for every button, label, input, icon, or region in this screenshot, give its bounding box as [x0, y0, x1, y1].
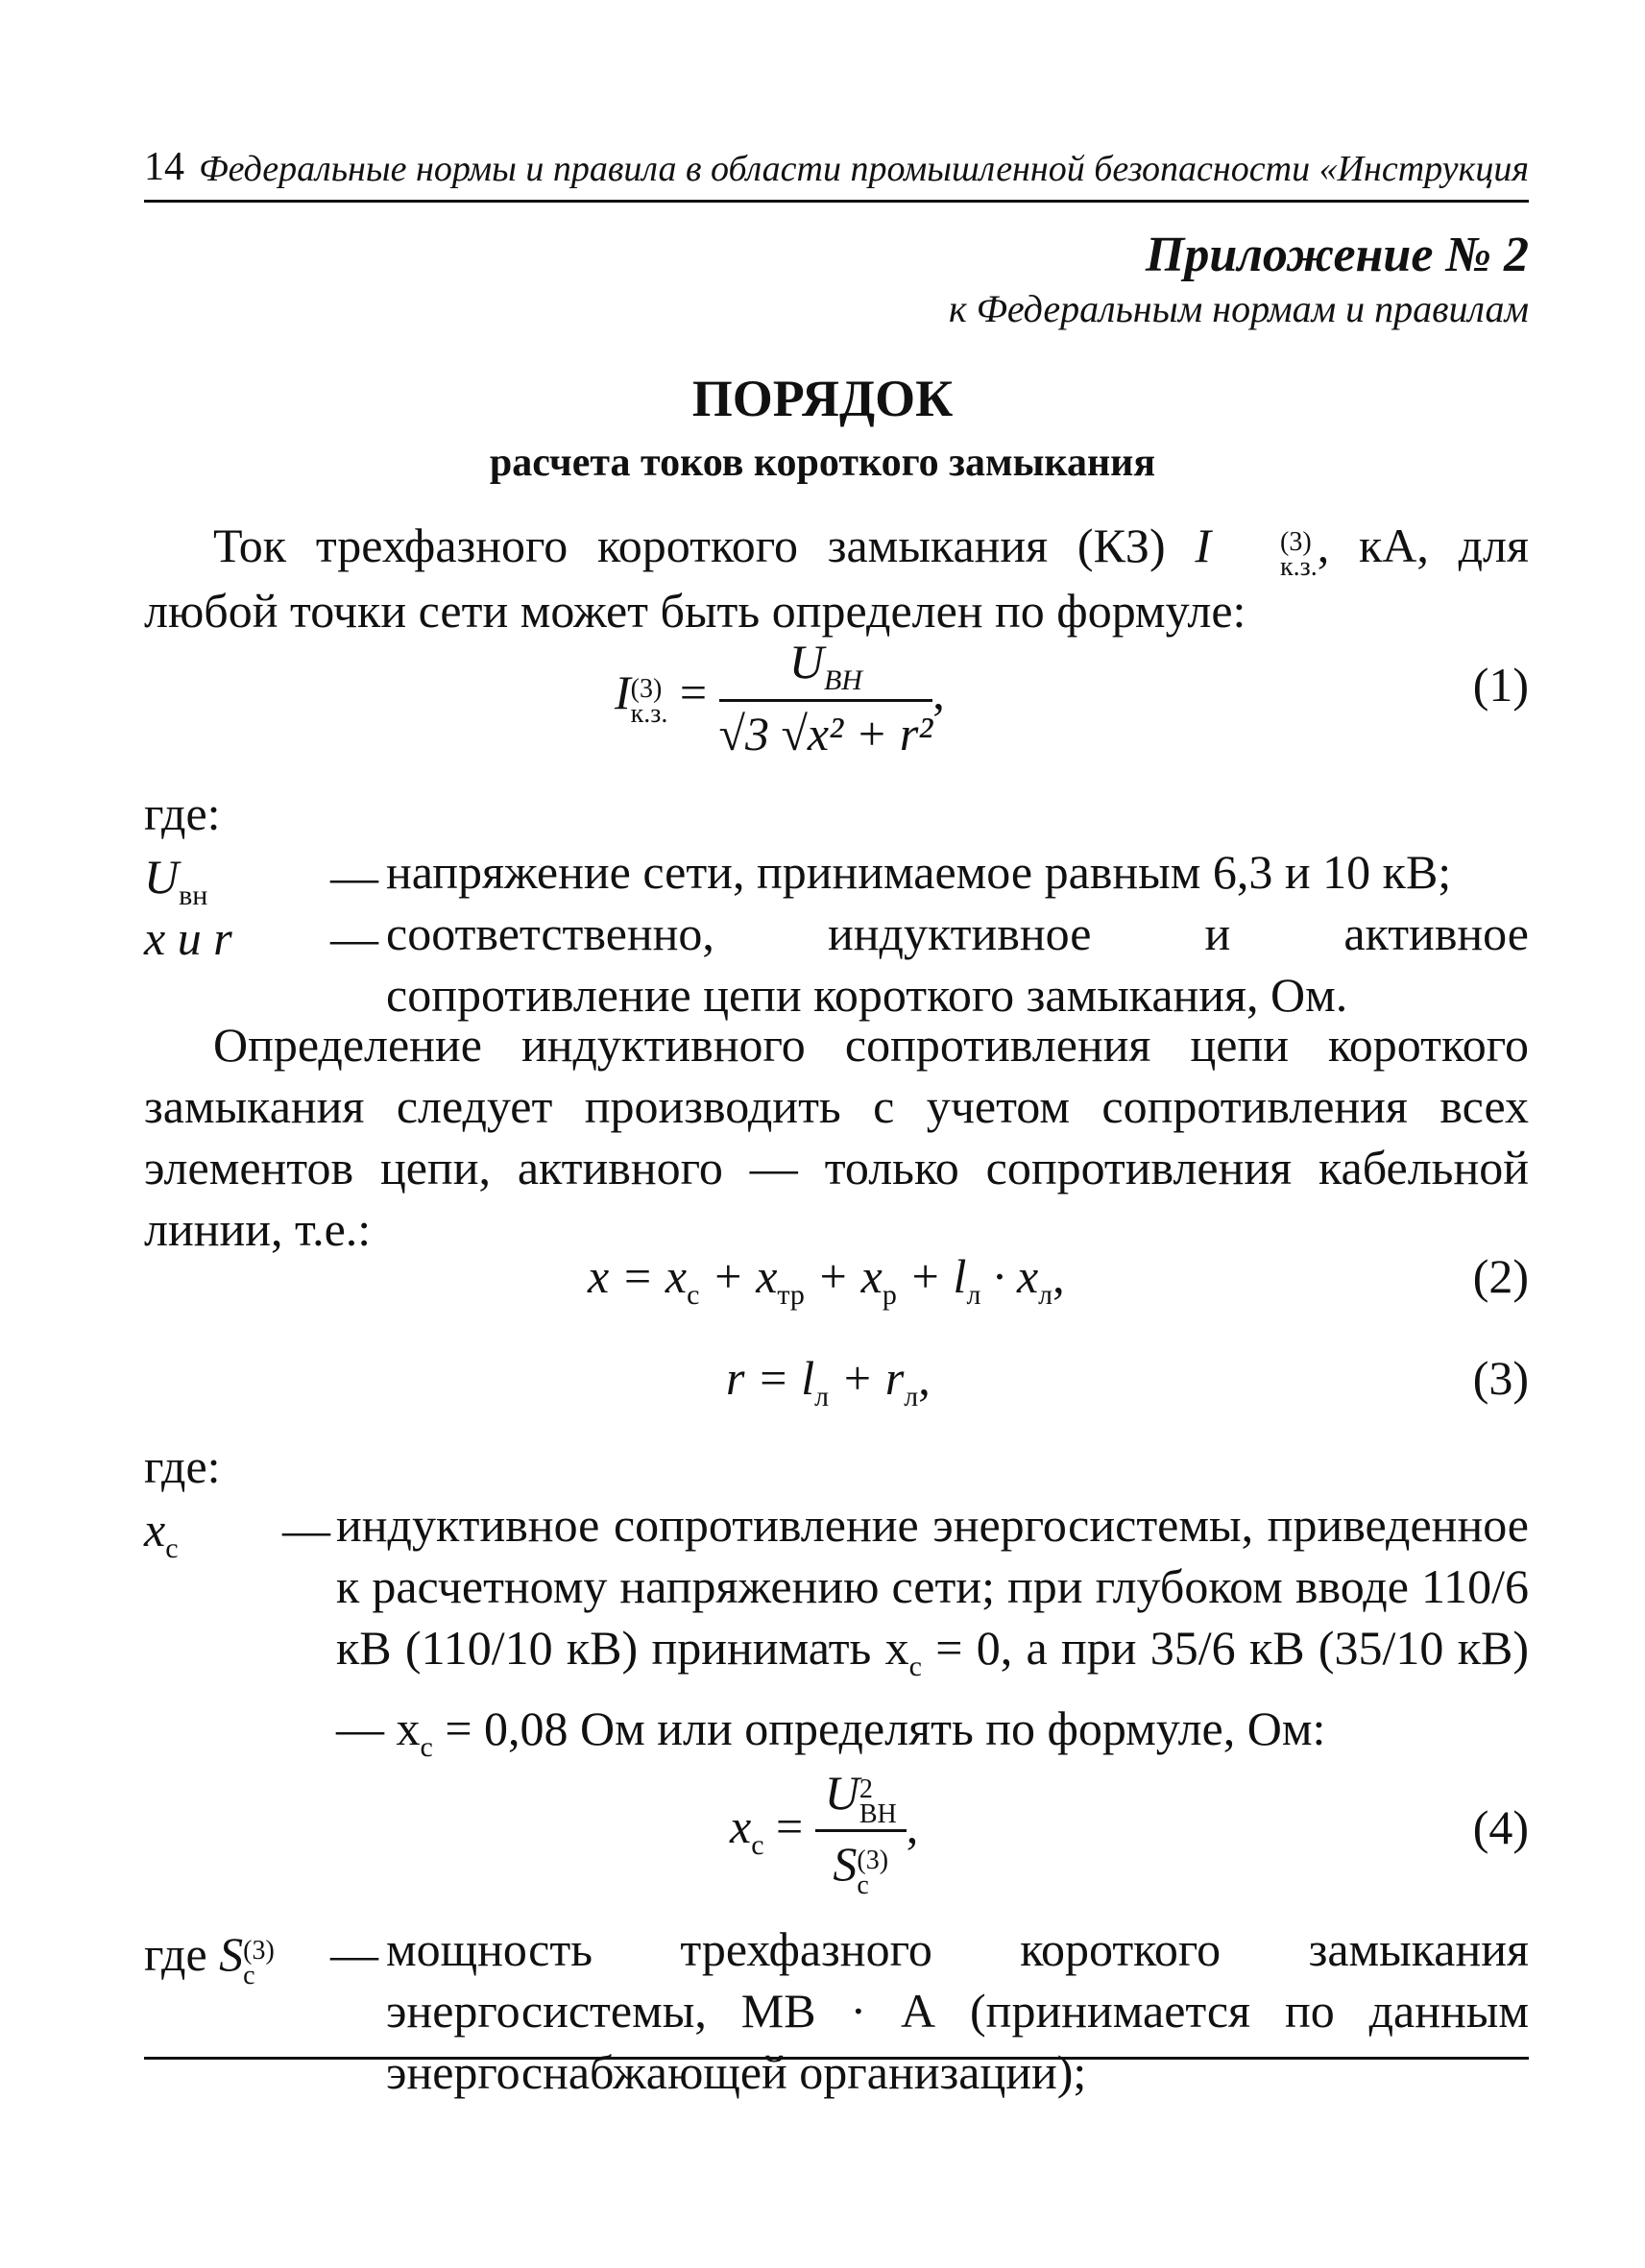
page-number: 14 [144, 145, 184, 189]
def-xr-dash: — [330, 911, 378, 965]
def-s-dash: — [330, 1927, 378, 1981]
def-xc-symbol: $x_с$ [144, 1503, 179, 1564]
def-xc-dash: — [282, 1503, 330, 1556]
equation-2-number: (2) [1472, 1249, 1529, 1303]
section-title: ПОРЯДОК [691, 370, 954, 427]
def-u-dash: — [330, 850, 378, 904]
def-s-symbol: где S (3) с [144, 1927, 275, 1991]
header-rule [144, 200, 1529, 203]
def-s-text: мощность трехфазного короткого замыкания энергосистемы, МВ · А (принимается по данным энергоснабжающей организации); [386, 1922, 1529, 2099]
def-xr-text: соответственно, индуктивное и активное сопротивление цепи короткого замыкания, Ом. [386, 906, 1529, 1022]
equation-3-number: (3) [1472, 1351, 1529, 1405]
running-title: Федеральные нормы и правила в области промышленной безопасности «Инструкция [199, 149, 1529, 189]
equation-1: I (3) к.з. = $\frac{U_{ВН}}{\text{√3 √x² + r²}}$ , [615, 635, 945, 760]
equation-3: $r = l_л + r_л$, [726, 1351, 931, 1412]
footer-rule [144, 2057, 1529, 2060]
def-u-text: напряжение сети, принимаемое равным 6,3 и 10 кВ; [386, 845, 1452, 899]
equation-1-fraction: $\frac{U_{ВН}}{\text{√3 √x² + r²}}$ [718, 635, 933, 760]
equation-4-fraction: U 2 ВН S (3) с [815, 1765, 907, 1898]
equation-2: $x = x_с + x_{тр} + x_р + l_л \cdot x_л$, [588, 1249, 1065, 1311]
def-u-symbol: $U_{вн}$ [144, 850, 208, 911]
equation-4-number: (4) [1472, 1800, 1529, 1854]
intro-paragraph: Ток трехфазного короткого замыкания (КЗ) I (3) к.з. , кА, для любой точки сети может быть определен по формуле: [144, 519, 1529, 638]
section-subtitle: расчета токов короткого замыкания [489, 441, 1156, 485]
where-label-2: где: [144, 1439, 221, 1493]
appendix-subtitle: к Федеральным нормам и правилам [949, 287, 1529, 330]
equation-1-number: (1) [1472, 658, 1529, 712]
equation-4: $x_с$ = U 2 ВН S (3) с , [730, 1766, 919, 1900]
appendix-title: Приложение № 2 [1145, 228, 1529, 282]
def-xc-text: индуктивное сопротивление энергосистемы, приведенное к расчетному напряжению сети; при глубоком вводе 110/6 кВ (110/10 кВ) принимать $x_с = 0$, а при 35/6 кВ (35/10 кВ) — $x_с = 0,08$ Ом или определять по формуле, Ом: [336, 1498, 1529, 1763]
where-label-1: где: [144, 786, 221, 840]
def-xr-symbol: x и r [144, 911, 232, 965]
paragraph-2: Определение индуктивного сопротивления цепи короткого замыкания следует производить с учетом сопротивления всех элементов цепи, активного — только сопротивления кабельной линии, т.е.: [144, 1018, 1529, 1256]
